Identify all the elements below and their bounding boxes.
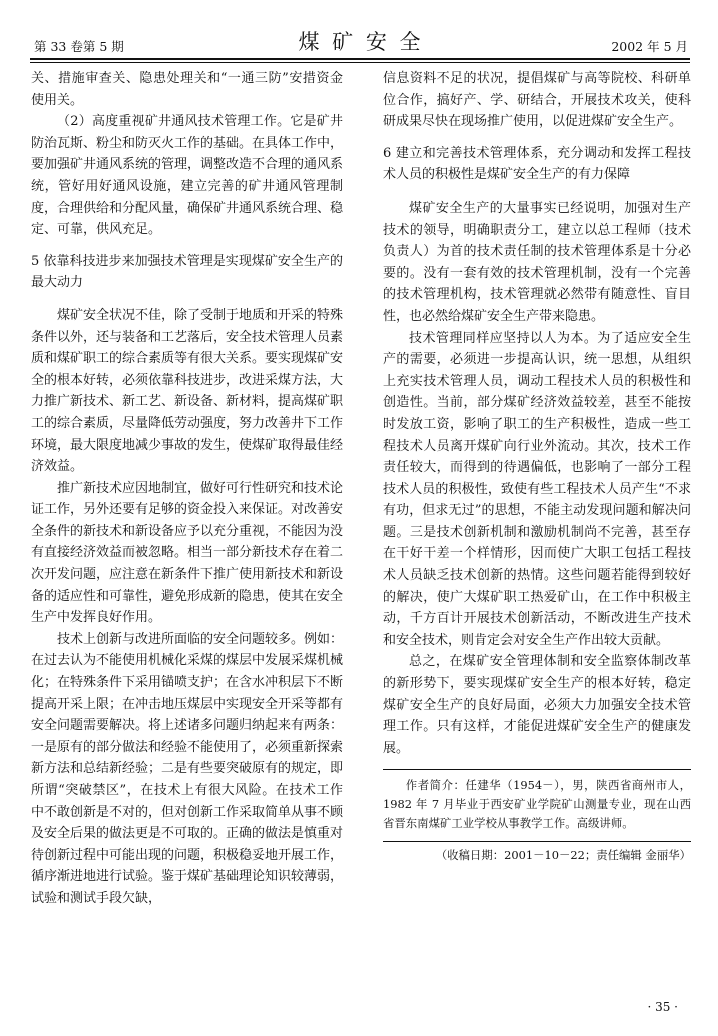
received-date: （收稿日期：2001－10－22；责任编辑 金丽华） (435, 848, 691, 863)
left-column (31, 68, 343, 910)
paragraph: 技术上创新与改进所面临的安全问题较多。例如：在过去认为不能使用机械化采煤的煤层中发展采煤机械化；在特殊条件下采用锚喷支护；在含水冲积层下不断提高开采上限；在冲击地压煤层中实现安全开采等都有安全问题需要解决。将上述诸多问题归纳起来有两条：一是原有的部分做法和经验不能使用了，必须重新探索新方法和总结新经验；二是有些要突破原有的规定，即所谓“突破禁区”，在技术上有很大风险。在技术工作中不敢创新是不对的，但对创新工作采取简单从事不顾及安全后果的做法更是不可取的。正确的做法是慎重对待创新过程中可能出现的问题，积极稳妥地开展工作，循序渐进地进行试验。鉴于煤矿基础理论知识较薄弱，试验和测试手段欠缺， (31, 631, 344, 906)
paragraph: （2）高度重视矿井通风技术管理工作。它是矿井防治瓦斯、粉尘和防灭火工作的基础。在具体工作中，要加强矿井通风系统的管理，调整改造不合理的通风系统，管好用好通风设施，建立完善的矿井通风管理制度，合理供给和分配风量，确保矿井通风系统合理、稳定、可靠，供风充足。 (31, 114, 344, 238)
running-header (30, 24, 692, 60)
paragraph: 总之，在煤矿安全管理体制和安全监察体制改革的新形势下，要实现煤矿安全生产的根本好转，稳定煤矿安全生产的良好局面，必须大力加强安全技术管理工作。只有这样，才能促进煤矿安全生产的健康发展。 (383, 654, 691, 756)
header-rule-thin (30, 62, 690, 63)
paragraph: 煤矿安全生产的大量事实已经说明，加强对生产技术的领导，明确职责分工，建立以总工程师（技术负责人）为首的技术责任制的技术管理体系是十分必要的。没有一套有效的技术管理机制，没有一个完善的技术管理机构，技术管理就必然带有随意性、盲目性，也必然给煤矿安全生产带来隐患。 (383, 200, 691, 324)
journal-title: 煤 矿 安 全 (298, 30, 424, 54)
section-heading-6: 6 建立和完善技术管理体系，充分调动和发挥工程技术人员的积极性是煤矿安全生产的有力保障 (383, 145, 691, 183)
section-heading-5: 5 依靠科技进步来加强技术管理是实现煤矿安全生产的最大动力 (31, 253, 343, 291)
right-column (383, 68, 691, 864)
paragraph: 推广新技术应因地制宜，做好可行性研究和技术论证工作，另外还要有足够的资金投入来保证。对改善安全条件的新技术和新设备应予以充分重视，不能因为没有直接经济效益而被忽略。相当一部分新技术存在着二次开发问题，应注意在新条件下推广使用新技术和新设备的适应性和可靠性，避免形成新的隐患，使其在安全生产中发挥良好作用。 (31, 480, 344, 626)
paragraph: 煤矿安全状况不佳，除了受制于地质和开采的特殊条件以外，还与装备和工艺落后，安全技术管理人员素质和煤矿职工的综合素质等有很大关系。要实现煤矿安全的根本好转，必须依靠科技进步，改进采煤方法，大力推广新技术、新工艺、新设备、新材料，提高煤矿职工的综合素质，尽量降低劳动强度，努力改善井下工作环境，最大限度地减少事故的发生，使煤矿取得最佳经济效益。 (31, 307, 344, 475)
page-number: · 35 · (647, 1000, 678, 1014)
author-note: 作者简介：任建华（1954－），男，陕西省商州市人，1982 年 7 月毕业于西安矿业学院矿山测量专业，现在山西省晋东南煤矿工业学校从事教学工作。高级讲师。 (383, 778, 691, 831)
paragraph: 技术管理同样应坚持以人为本。为了适应安全生产的需要，必须进一步提高认识，统一思想，从组织上充实技术管理人员，调动工程技术人员的积极性和创造性。当前，部分煤矿经济效益较差，甚至不能按时发放工资，影响了职工的生产积极性，造成一些工程技术人员离开煤矿向行业外流动。其次，技术工作责任较大，而得到的待遇偏低，也影响了一部分工程技术人员的积极性，致使有些工程技术人员产生“不求有功，但求无过”的思想，不能主动发现问题和解决问题。三是技术创新机制和激励机制尚不完善，甚至存在干好干差一个样情形，因而使广大职工包括工程技术人员缺乏技术创新的热情。这些问题若能得到较好的解决，使广大煤矿职工热爱矿山，在工作中积极主动，千方百计开展技术创新活动，不断改进生产技术和安全技术，则肯定会对安全生产作出较大贡献。 (383, 330, 691, 648)
paragraph: 关、措施审查关、隐患处理关和“一通三防”安措资金使用关。 (31, 71, 343, 108)
paragraph: 信息资料不足的状况，提倡煤矿与高等院校、科研单位合作，搞好产、学、研结合，开展技术攻关，使科研成果尽快在现场推广使用，以促进煤矿安全生产。 (383, 71, 691, 130)
author-note-block (383, 769, 691, 833)
received-block (383, 841, 691, 864)
header-rule-thick (30, 58, 690, 60)
volume-issue: 第 33 卷第 5 期 (34, 39, 124, 54)
issue-date: 2002 年 5 月 (611, 39, 688, 54)
